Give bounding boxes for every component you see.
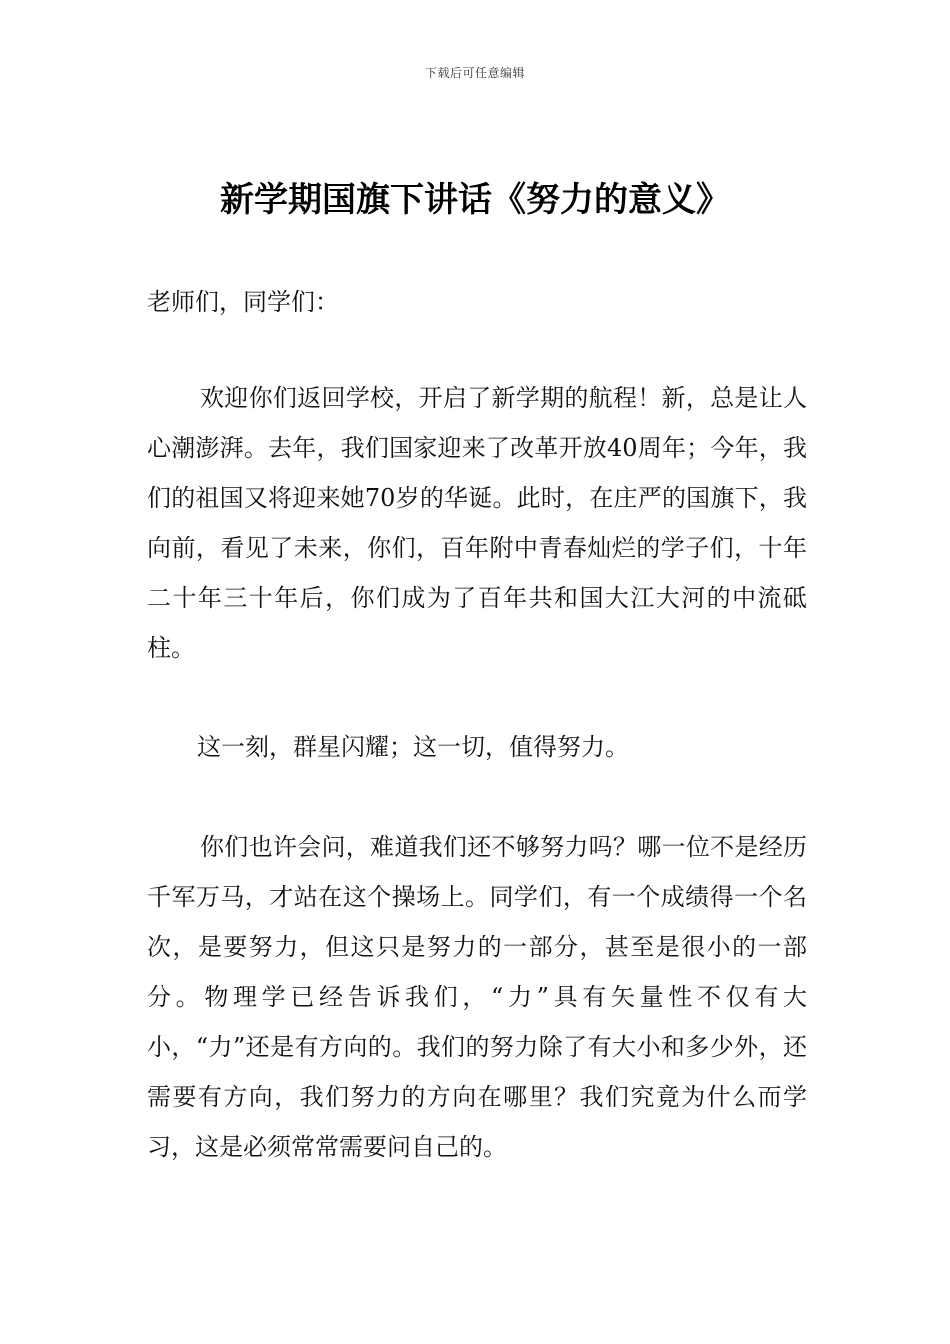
document-title: 新学期国旗下讲话《努力的意义》 — [220, 180, 730, 220]
paragraph-effort: 你们也许会问，难道我们还不够努力吗？哪一位不是经历千军万马，才站在这个操场上。同学们，有一个成绩得一个名次，是要努力，但这只是努力的一部分，甚至是很小的一部分。物理学已经告诉我们，“力”具有矢量性不仅有大小，“力”还是有方向的。我们的努力除了有大小和多少外，还需要有方向，我们努力的方向在哪里？我们究竟为什么而学习，这是必须常常需要问自己的。 — [147, 833, 807, 1161]
paragraph-welcome: 欢迎你们返回学校，开启了新学期的航程！新，总是让人心潮澎湃。去年，我们国家迎来了改革开放40周年；今年，我们的祖国又将迎来她70岁的华诞。此时，在庄严的国旗下，我向前，看见了未来，你们，百年附中青春灿烂的学子们，十年二十年三十年后，你们成为了百年共和国大江大河的中流砥柱。 — [147, 384, 807, 662]
paragraph-moment: 这一刻，群星闪耀；这一切，值得努力。 — [197, 733, 629, 761]
salutation: 老师们，同学们： — [147, 288, 339, 316]
page-header-note: 下载后可任意编辑 — [424, 66, 525, 80]
